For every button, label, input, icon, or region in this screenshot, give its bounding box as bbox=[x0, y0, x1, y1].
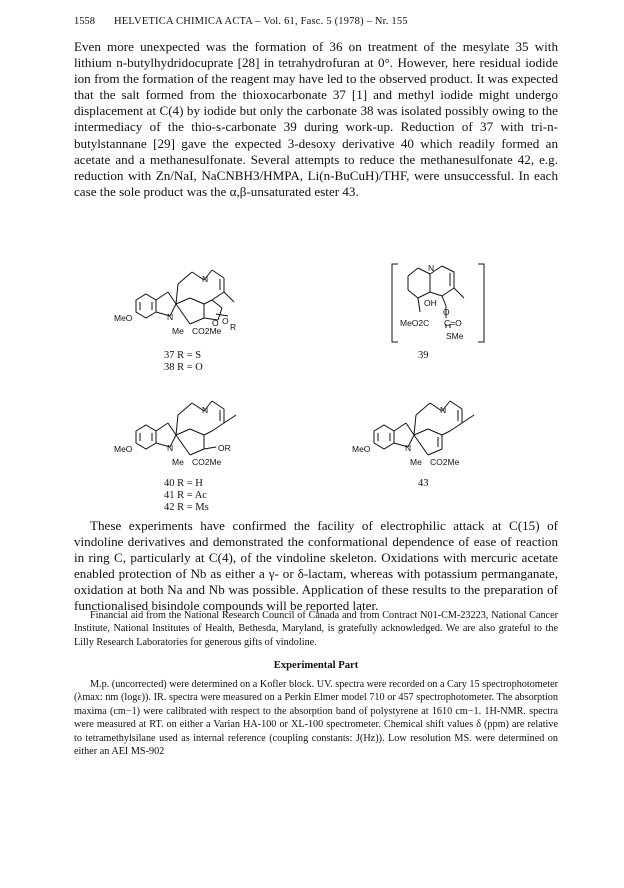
caption-42: 42 R = Ms bbox=[164, 502, 209, 513]
structure-37-38-drawing bbox=[112, 262, 262, 342]
s39-meo2c-label: MeO2C bbox=[400, 318, 430, 328]
caption-40: 40 R = H bbox=[164, 478, 203, 489]
page-number: 1558 bbox=[74, 16, 95, 27]
s39-sme-label: SMe bbox=[446, 331, 464, 341]
s39-oh-label: OH bbox=[424, 298, 437, 308]
structure-40-42 bbox=[112, 393, 262, 473]
s43-meo-label: MeO bbox=[352, 444, 371, 454]
caption-41: 41 R = Ac bbox=[164, 490, 207, 501]
caption-38: 38 R = O bbox=[164, 362, 203, 373]
s40-or-label: OR bbox=[218, 443, 231, 453]
structure-39 bbox=[390, 262, 490, 344]
structure-43-drawing bbox=[350, 393, 500, 473]
s37-n-indole-label: N bbox=[167, 312, 174, 322]
caption-37-38 bbox=[164, 350, 203, 374]
caption-43: 43 bbox=[418, 478, 429, 489]
s43-n-indole-label: N bbox=[405, 443, 412, 453]
paragraph-2: These experiments have confirmed the facility of electrophilic attack at C(15) of vindoline derivatives and demonstrated the conformational dependence of ease of reaction in ring C, particularly at C(4), of the vindoline skeleton. Oxidations with mercuric acetate enabled protection of Nb as either a γ- or δ-lactam, whereas with potassium permanganate, oxidation at both Na and Nb was possible. Application of these results to the preparation of functionalised bisindole compounds will be reported later. bbox=[74, 518, 558, 614]
structure-37-38 bbox=[112, 262, 262, 342]
caption-39: 39 bbox=[418, 350, 429, 361]
structure-39-drawing bbox=[390, 262, 490, 344]
s40-co2me-label: CO2Me bbox=[192, 457, 222, 467]
s39-n-ring-label: N bbox=[428, 263, 435, 273]
caption-40-42 bbox=[164, 478, 209, 514]
s37-co2me-label: CO2Me bbox=[192, 326, 222, 336]
structure-40-42-drawing bbox=[112, 393, 262, 473]
paragraph-1: Even more unexpected was the formation of 36 on treatment of the mesylate 35 with lithium n-butylhydridocuprate [28] in tetrahydrofuran at 0°. However, here residual iodide ion from the formation of the reagent may have led to the observed product. It was expected that the salt formed from the thioxocarbonate 37 [1] and methyl iodide might undergo displacement at C(4) by iodide but only the carbonate 38 was isolated possibly owing to the intermediacy of the thio-s-carbonate 39 during work-up. Reduction of 37 with tri-n-butylstannane [29] gave the expected 3-desoxy derivative 40 which readily formed an acetate and a methanesulfonate. Several attempts to reduce the methanesulfonate 42, e.g. reduction with Zn/NaI, NaCNBH3/HMPA, Li(n-BuCuH)/THF, were unsuccessful. In each case the sole product was the α,β-unsaturated ester 43. bbox=[74, 39, 558, 199]
s37-me-label: Me bbox=[172, 326, 184, 336]
s43-me-label: Me bbox=[410, 457, 422, 467]
s40-me-label: Me bbox=[172, 457, 184, 467]
s37-o1-label: O bbox=[222, 316, 229, 326]
s43-n-ring-label: N bbox=[440, 405, 447, 415]
acknowledgement: Financial aid from the National Research Council of Canada and from Contract N01-CM-23223, National Cancer Institute, National Institutes of Health, Bethesda, Maryland, is gratefully acknowledged. We are also grateful to the Lilly Research Laboratories for generous gifts of vindoline. bbox=[74, 610, 558, 648]
running-header bbox=[74, 16, 558, 30]
s39-o-label: O bbox=[443, 307, 450, 317]
structure-43 bbox=[350, 393, 500, 473]
s37-meo-label: MeO bbox=[114, 313, 133, 323]
s37-r-label: R bbox=[230, 322, 237, 332]
experimental-text: M.p. (uncorrected) were determined on a Kofler block. UV. spectra were recorded on a Cary 15 spectrophotometer (λmax: nm (logε)). IR. spectra were measured on a Perkin Elmer model 710 or 457 spectrophotometer. The absorption maxima (cm−1) were calibrated with respect to the absorption band of polystyrene at 1610 cm−1. 1H-NMR. spectra were measured at RT. on either a Varian HA-100 or XL-100 spectrometer. Chemical shift values δ (ppm) are relative to tetramethylsilane used as internal reference (coupling constants: J(Hz)). Low resolution MS. were determined on either an AEI MS-902 bbox=[74, 679, 558, 758]
s40-n-ring-label: N bbox=[202, 405, 209, 415]
s37-n-ring-label: N bbox=[202, 274, 209, 284]
s40-n-indole-label: N bbox=[167, 443, 174, 453]
caption-37: 37 R = S bbox=[164, 350, 202, 361]
experimental-title: Experimental Part bbox=[273, 660, 359, 671]
s39-c-o-label: C=O bbox=[444, 318, 462, 328]
s43-co2me-label: CO2Me bbox=[430, 457, 460, 467]
s40-meo-label: MeO bbox=[114, 444, 133, 454]
running-title: HELVETICA CHIMICA ACTA – Vol. 61, Fasc. 5 (1978) – Nr. 155 bbox=[114, 16, 408, 27]
s37-o2-label: O bbox=[212, 318, 219, 328]
